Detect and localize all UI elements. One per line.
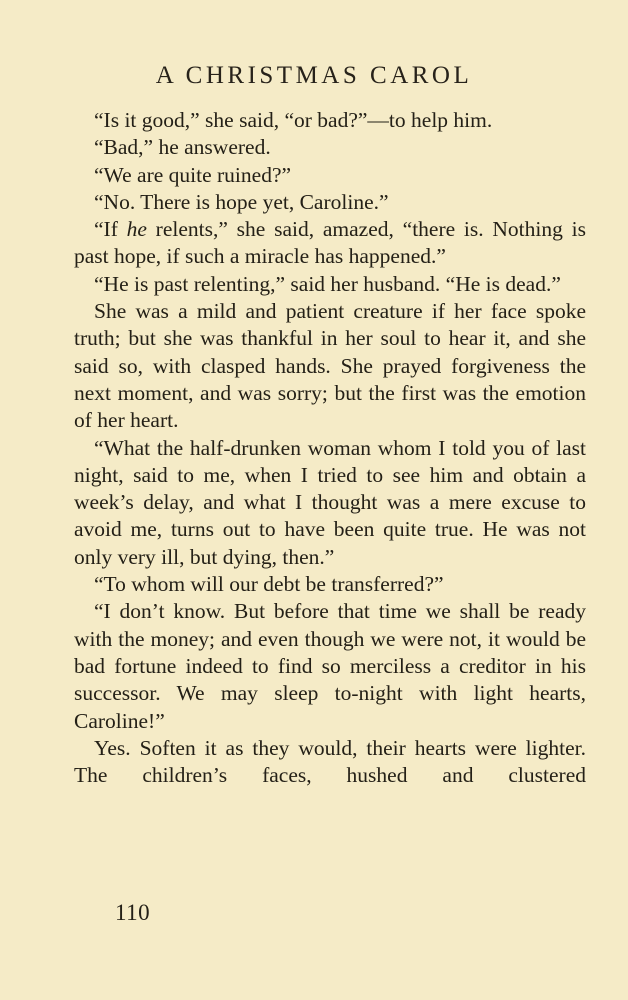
paragraph: “Bad,” he answered. xyxy=(94,135,271,160)
paragraph: “We are quite ruined?” xyxy=(94,162,292,187)
paragraph-text: “If xyxy=(94,217,127,242)
paragraph: She was a mild and patient creature if her face spoke truth; but she was thankful in her soul to hear it, and she said so, with clasped hands. She prayed forgiveness the next moment, and was sorry; but the first was the emotion of her heart. xyxy=(74,299,586,433)
running-head: A CHRISTMAS CAROL xyxy=(155,62,473,89)
paragraph: “Is it good,” she said, “or bad?”—to help him. xyxy=(94,108,493,132)
paragraph: “To whom will our debt be transferred?” xyxy=(94,572,444,597)
page-number: 110 xyxy=(115,900,151,925)
paragraph: Yes. Soften it as they would, their hearts were lighter. The children’s faces, hushed and clustered xyxy=(74,735,586,788)
paragraph-text: relents,” she said, amazed, “there is. Nothing is past hope, if such a miracle has happened.” xyxy=(74,217,586,269)
paragraph xyxy=(74,216,586,271)
paragraph: “He is past relenting,” said her husband. “He is dead.” xyxy=(94,271,561,296)
paragraph: “No. There is hope yet, Caroline.” xyxy=(94,189,389,214)
body-text xyxy=(74,107,586,789)
paragraph: “I don’t know. But before that time we shall be ready with the money; and even though we were not, it would be bad fortune indeed to find so merciless a creditor in his successor. We may sleep to-night with light hearts, Caroline!” xyxy=(74,599,586,733)
paragraph: “What the half-drunken woman whom I told you of last night, said to me, when I tried to see him and obtain a week’s delay, and what I thought was a mere excuse to avoid me, turns out to have been quite true. He was not only very ill, but dying, then.” xyxy=(74,435,586,569)
emphasized-word: he xyxy=(126,217,147,242)
